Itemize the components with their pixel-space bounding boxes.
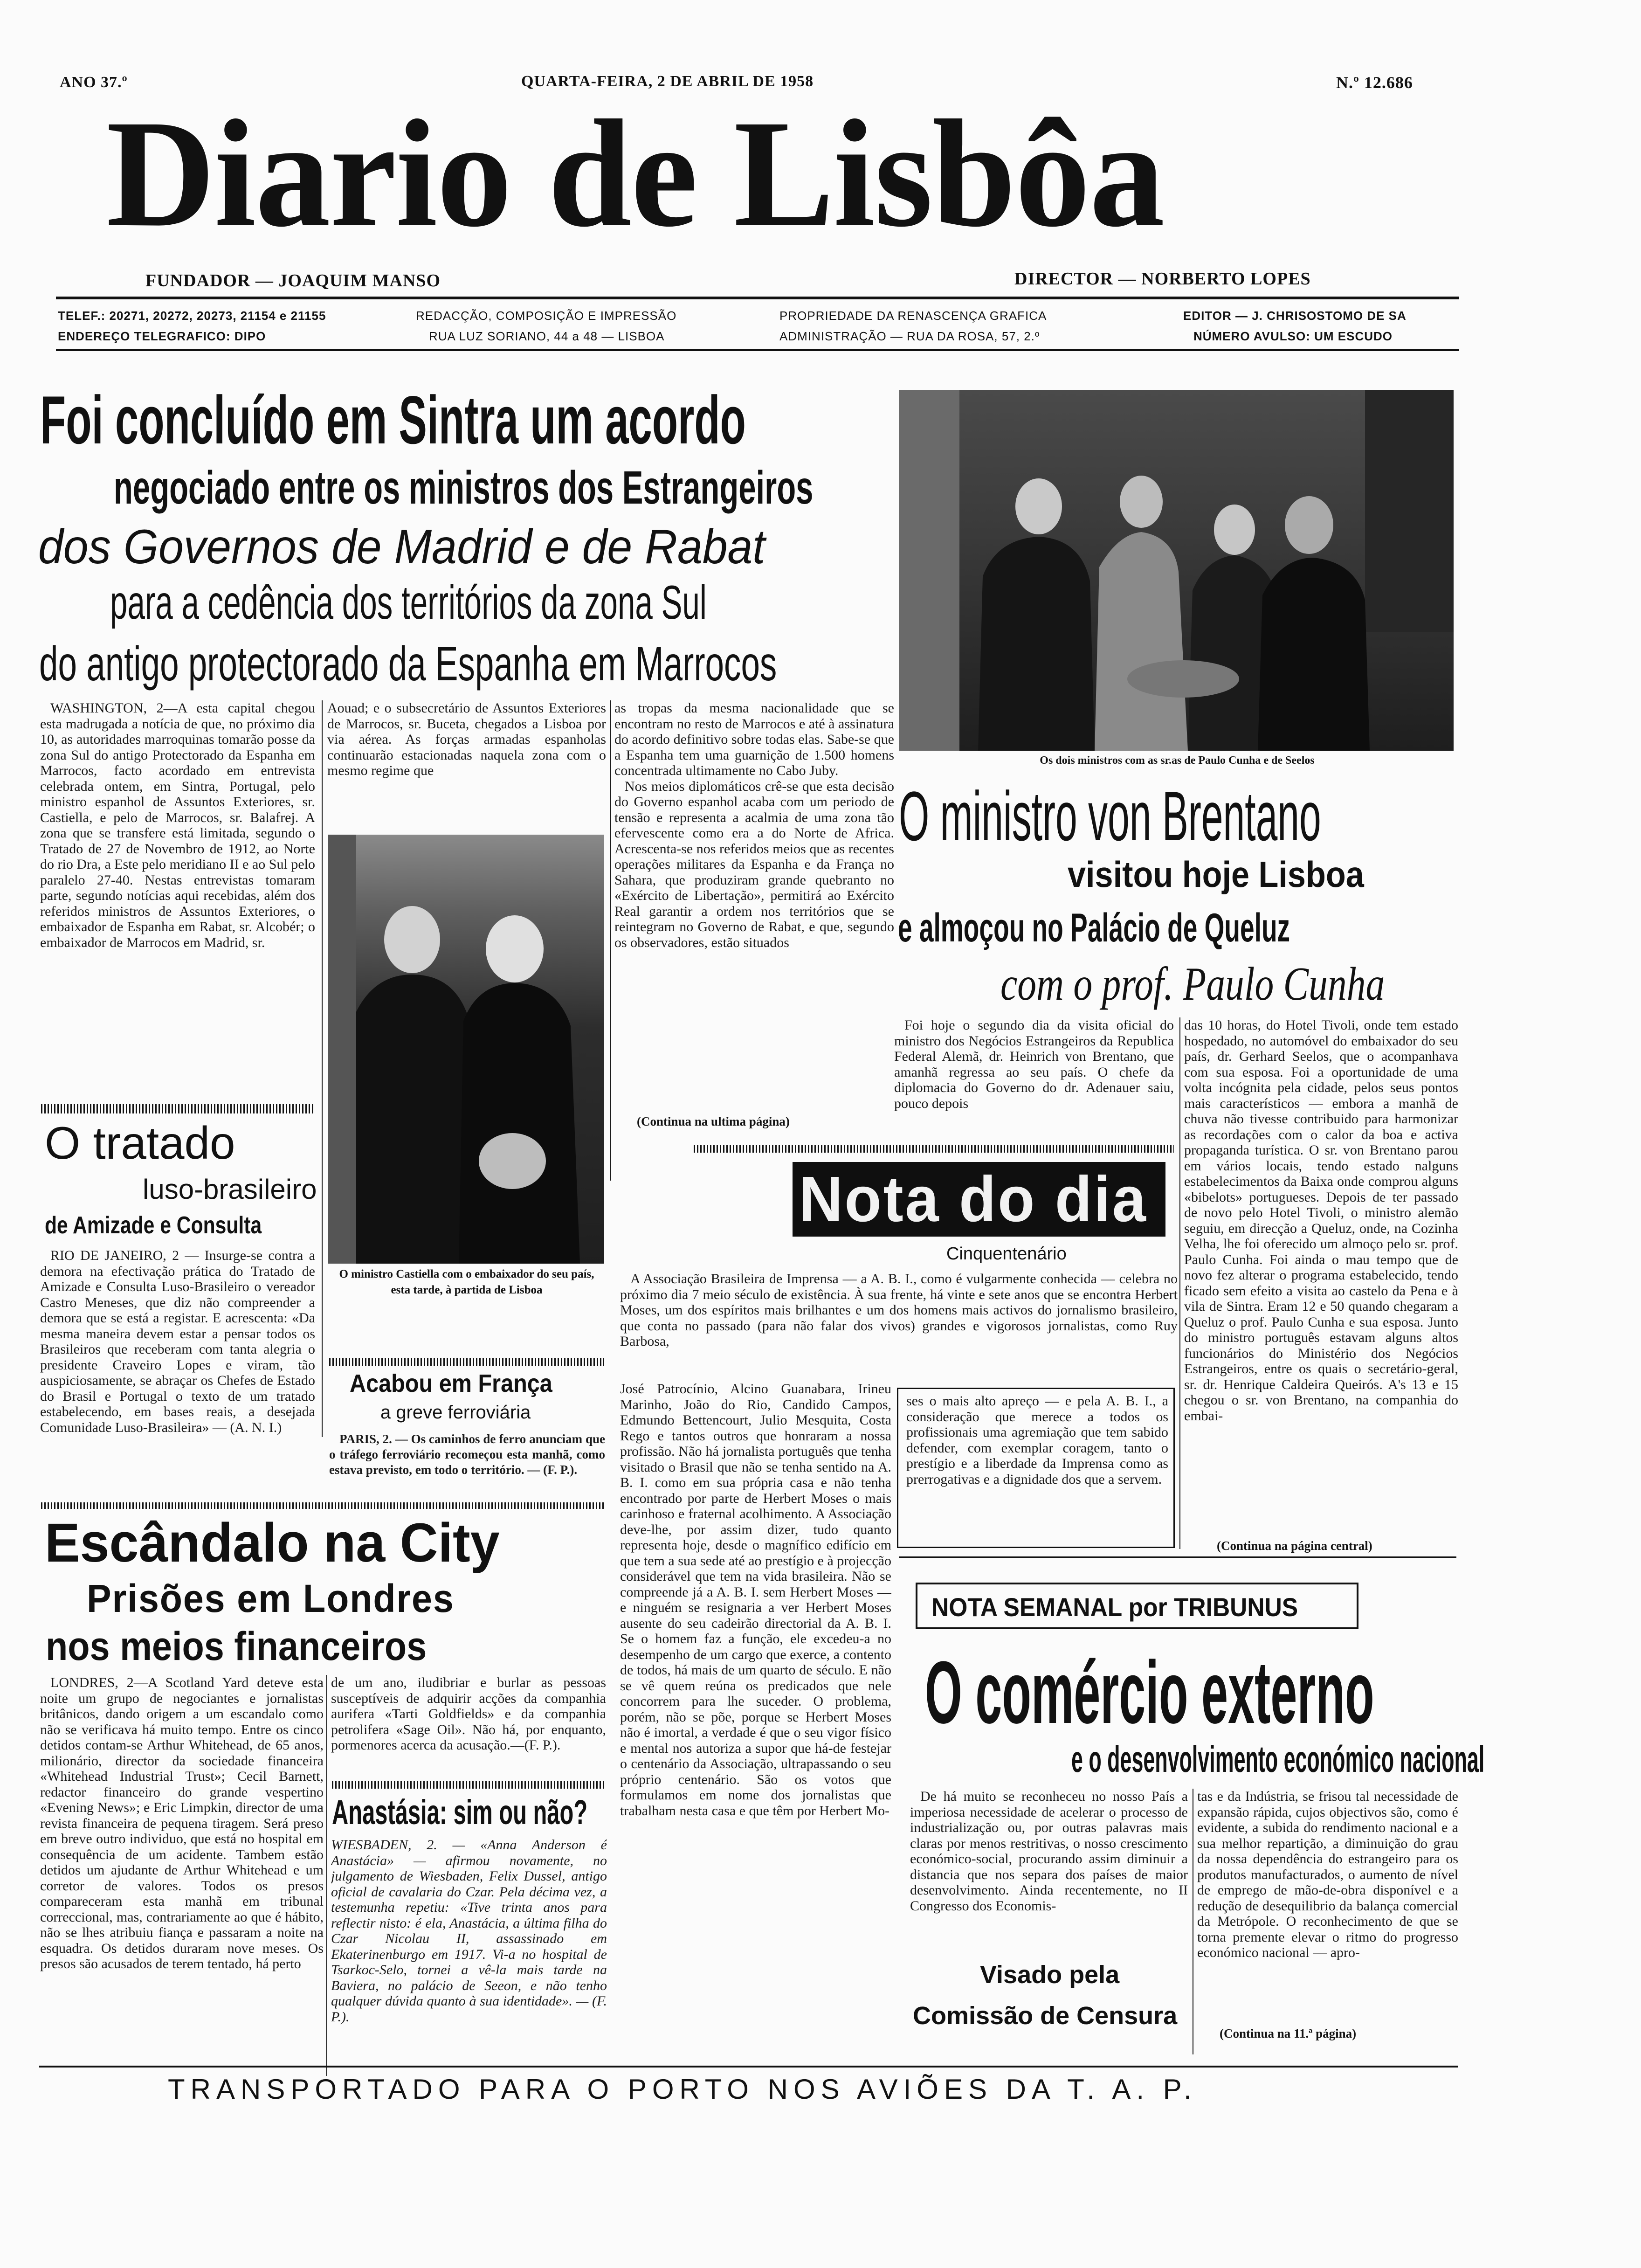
tribunus-text-2: tas e da Indústria, se frisou tal necessidade de expansão rápida, cujos objectivos são, como é evidente, a subida do rendimento nacional e a sua melhor repartição, a diminuição do grau da nossa dependência do estrangeiro para os produtos manufacturados, o aumento de nível de emprego de mão-de-obra disponível e a redução de desequilibrio da balança comercial da Metrópole. O reconhecimento de que se torna premente elevar o ritmo do progresso económico nacional — apro-	[1197, 1789, 1458, 1960]
nota-box-text: ses o mais alto apreço — e pela A. B. I., a consideração que merece a todos os profissionais uma agremiação que tem sabido defender, com exemplar coragem, tanto o prestígio e a liberdade da Imprensa como as prerrogativas e a dignidade dos que a servem.	[906, 1393, 1168, 1487]
brentano-column-2	[1184, 1017, 1458, 1540]
france-headline-2: a greve ferroviária	[380, 1402, 531, 1423]
censor-stamp-line-2: Comissão de Censura	[913, 2002, 1178, 2030]
column-divider	[1179, 1017, 1180, 1549]
masthead-rule-bottom	[56, 349, 1459, 351]
section-rule	[41, 1502, 605, 1509]
section-rule	[332, 1781, 605, 1789]
anastasia-headline: Anastásia: sim ou não?	[332, 1793, 588, 1832]
tribunus-continue: (Continua na 11.ª página)	[1220, 2026, 1357, 2040]
lead-text-3b: Nos meios diplomáticos crê-se que esta decisão do Governo espanhol acaba com um periodo de tensão e representa a acalmia de uma zona tão efervescente como era a do Norte de Africa. Acrescenta-se nos referidos meios que as recentes operações militares da Espanha e da França no Sahara, que produziram grande quebranto no «Exército de Libertação», permitirá ao Exército Real garantir a ordem nos territórios que se reintegram no Governo de Rabat, e que, segundo os observadores, estão situados	[614, 778, 894, 950]
nota-text-1: José Patrocínio, Alcino Guanabara, Irineu Marinho, João do Rio, Candido Campos, Edmundo Bettencourt, Julio Mesquita, Costa Rego e tantos outros que honraram a nossa profissão. Não há jornalista português que tenha visitado o Brasil que não se tenha sentido na A. B. I. como em sua própria casa e não tenha encontrado por parte de Herbert Moses o mais carinhoso e fraternal acolhimento. A Associação deve-lhe, por assim dizer, tudo quanto representa hoje, desde o magnífico edifício em que tem a sua sede até ao prestígio e à projecção considerável que tem na vida brasileira. Não se compreende já a A. B. I. sem Herbert Moses — e ninguém se resignaria a ver Herbert Moses ausente do seu cadeirão directorial da A. B. I. Se o homem faz a função, ele excedeu-a no desempenho de um cargo que exerce, a contento de todos, há mais de um quarto de século. E não se vê quem reúna os predicados que nele concorrem para lhe suceder. O problema, porém, não se põe, porque se Herbert Moses não é imortal, a verdade é que o seu vigor físico e mental nos autoriza a supor que há-de festejar o centenário da Associação, ultrapassando o seu próprio centenário. São os votos que formulamos em nome dos jornalistas que trabalham nesta casa e que têm por Herbert Mo-	[620, 1381, 891, 1819]
tribunus-column-2	[1197, 1789, 1458, 2022]
castiella-photo	[328, 835, 604, 1264]
nota-subtitle: Cinquentenário	[946, 1244, 1067, 1264]
column-divider	[610, 700, 611, 1181]
property-line-2: ADMINISTRAÇÃO — RUA DA ROSA, 57, 2.º	[779, 329, 1040, 343]
column-divider	[326, 1675, 327, 2076]
masthead-rule-top	[56, 297, 1459, 299]
city-headline-3: nos meios financeiros	[46, 1624, 427, 1669]
lead-text-3a: as tropas da mesma nacionalidade que se encontram no resto de Marrocos e até à assinatura do acordo definitivo sobre todas elas. Sabe-se que a Espanha tem uma guarnição de 1.500 homens concentrada ultimamente no Cabo Juby.	[614, 700, 894, 778]
brentano-text-1: Foi hoje o segundo dia da visita oficial do ministro dos Negócios Estrangeiros da Republica Federal Alemã, dr. Heinrich von Brentano, que amanhã regressa ao seu país. O chefe da diplomacia do Governo do dr. Adenauer saiu, pouco depois	[894, 1017, 1174, 1111]
redaction-line-1: REDACÇÃO, COMPOSIÇÃO E IMPRESSÃO	[416, 309, 677, 323]
brentano-headline-1: O ministro von Brentano	[899, 777, 1321, 855]
castiella-photo-caption: O ministro Castiella com o embaixador do seu país, esta tarde, à partida de Lisboa	[339, 1268, 594, 1296]
lead-headline-2: negociado entre os ministros dos Estrangeiros	[114, 462, 814, 514]
lead-headline-1: Foi concluído em Sintra um acordo	[40, 382, 746, 458]
france-text: PARIS, 2. — Os caminhos de ferro anunciam que o tráfego ferroviário recomeçou esta manhã, como estava previsto, em todo o território. — (F. P.).	[329, 1432, 605, 1477]
section-rule	[694, 1145, 1174, 1153]
telegraph-address: ENDEREÇO TELEGRAFICO: DIPO	[58, 329, 266, 343]
lead-column-2	[327, 700, 606, 826]
founder: FUNDADOR — JOAQUIM MANSO	[145, 271, 441, 290]
lead-column-3	[614, 700, 894, 1134]
lead-text-1: WASHINGTON, 2—A esta capital chegou esta madrugada a notícia de que, no próximo dia 10, as autoridades marroquinas tomarão posse da zona Sul do antigo Protectorado da Espanha em Marrocos, facto acordado em entrevista celebrada ontem, em Sintra, Portugal, pelo ministro espanhol de Assuntos Exteriores, sr. Castiella, e pelo de Marrocos, sr. Balafrej. A zona que se transfere está limitada, segundo o Tratado de 27 de Novembro de 1912, ao Norte do rio Dra, a Este pelo meridiano II e ao Sul pelo paralelo 27-40. Nestas entrevistas tomaram parte, segundo notícias aqui recebidas, além dos referidos ministros de Assuntos Exteriores, o embaixador de Espanha em Rabat, sr. Alcobér; o embaixador de Marrocos em Madrid, sr.	[40, 700, 315, 950]
france-headline-1: Acabou em França	[350, 1369, 552, 1397]
section-rule	[41, 1104, 314, 1113]
brentano-headline-3: e almoçou no Palácio de Queluz	[898, 906, 1290, 950]
issue-date: QUARTA-FEIRA, 2 DE ABRIL DE 1958	[521, 73, 814, 90]
treaty-column	[40, 1248, 315, 1495]
lead-continue: (Continua na ultima página)	[637, 1114, 790, 1128]
city-column-1	[40, 1675, 324, 2076]
section-rule	[899, 1556, 1456, 1558]
city-text-1: LONDRES, 2—A Scotland Yard deteve esta noite um grupo de negociantes e jornalistas britânicos, dando origem a um escandalo como não se verificava há muito tempo. Entre os cinco detidos contam-se Arthur Whitehead, de 65 anos, milionário, director da sociedade financeira «Whitehead Industrial Trust»; Cecil Barnett, redactor financeiro do grande vespertino «Evening News»; e Eric Limpkin, director de uma revista financeira de pequena tiragem. Será preso em breve outro individuo, que está no hospital em consequência de um acidente. Tambem estão detidos um ajudante de Arthur Whitehead e um corretor de valores. Todos os presos compareceram esta manhã em tribunal correccional, mas, contrariamente ao que é hábito, não se lhes atribuiu fiança e passaram a noite na esquadra. Os detidos duraram nove meses. Os presos são acusados de terem tentado, há perto	[40, 1675, 324, 1971]
treaty-headline-2: luso-brasileiro	[143, 1174, 317, 1205]
tribunus-text-1: De há muito se reconheceu no nosso País a imperiosa necessidade de acelerar o processo de industrialização ou, por outras palavras mais claras por menos restritivas, o nosso crescimento económico-social, procurando assim diminuir a distancia que nos separa dos países de maior desenvolvimento. Ainda recentemente, no II Congresso dos Economis-	[910, 1789, 1188, 1914]
lead-headline-4: para a cedência dos territórios da zona Sul	[110, 576, 707, 629]
nota-title: Nota do dia	[799, 1163, 1148, 1235]
brentano-photo-caption: Os dois ministros com as sr.as de Paulo Cunha e de Seelos	[1040, 754, 1315, 767]
castiella-photo-figures	[328, 835, 604, 1264]
section-rule	[329, 1358, 604, 1366]
tribunus-label: NOTA SEMANAL por TRIBUNUS	[931, 1592, 1298, 1622]
anastasia-text: WIESBADEN, 2. — «Anna Anderson é Anastácia» — afirmou novamente, no julgamento de Wiesbaden, Felix Dussel, antigo oficial de cavalaria do Czar. Pela décima vez, a testemunha repetiu: «Tive trinta anos para reflectir nisto: é ela, Anastácia, a última filha do Czar Nicolau II, assassinado em Ekaterinenburgo em 1917. Vi-a no hospital de Tsarkoc-Selo, tornei a vê-la mais tarde na Baviera, no palácio de Seeon, e não tenho qualquer dúvida quanto à sua identidade». — (F. P.).	[331, 1837, 607, 2025]
editor: EDITOR — J. CHRISOSTOMO DE SA	[1183, 309, 1407, 323]
city-column-2	[331, 1675, 606, 1777]
lead-headline-3: dos Governos de Madrid e de Rabat	[38, 520, 765, 574]
treaty-headline-1: O tratado	[45, 1117, 235, 1169]
france-column	[329, 1431, 605, 1497]
nota-column-1	[620, 1381, 891, 2062]
price: NÚMERO AVULSO: UM ESCUDO	[1193, 329, 1393, 343]
nota-intro-text: A Associação Brasileira de Imprensa — a A. B. I., como é vulgarmente conhecida — celebra no próximo dia 7 meio século de existência. À sua frente, há vinte e sete anos que se encontra Herbert Moses, um dos espíritos mais brilhantes e um dos homens mais activos do jornalismo brasileiro, que conta no passado (para não falar dos vivos) grandes e vigorosos jornalistas, como Ruy Barbosa,	[620, 1271, 1178, 1349]
brentano-photo-figures	[899, 390, 1454, 751]
issue-year: ANO 37.º	[60, 74, 128, 91]
nota-title-box	[793, 1162, 1165, 1237]
newspaper-title: Diario de Lisbôa	[106, 89, 1164, 259]
column-divider	[322, 700, 323, 1437]
brentano-photo	[899, 390, 1454, 751]
brentano-headline-2: visitou hoje Lisboa	[1068, 854, 1364, 895]
tribunus-headline-2: e o desenvolvimento económico nacional	[1071, 1738, 1485, 1780]
city-text-2: de um ano, iludibriar e burlar as pessoas susceptíveis de adquirir acções da companhia aurifera «Tarti Goldfields» e da companhia petrolifera «Sage Oil». Não há, por enquanto, pormenores acerca da acusação.—(F. P.).	[331, 1675, 606, 1753]
property-line-1: PROPRIEDADE DA RENASCENÇA GRAFICA	[779, 309, 1047, 323]
treaty-headline-3: de Amizade e Consulta	[45, 1212, 262, 1239]
footer-banner: TRANSPORTADO PARA O PORTO NOS AVIÕES DA T. A. P.	[168, 2074, 1197, 2105]
nota-box-column	[906, 1393, 1168, 1544]
phones: TELEF.: 20271, 20272, 20273, 21154 e 21155	[58, 309, 326, 323]
city-headline-2: Prisões em Londres	[87, 1577, 455, 1620]
city-headline-1: Escândalo na City	[45, 1512, 500, 1574]
tribunus-column-1	[910, 1789, 1188, 1955]
tribunus-label-box	[916, 1583, 1358, 1629]
brentano-text-2: das 10 horas, do Hotel Tivoli, onde tem estado hospedado, no automóvel do embaixador do seu país, dr. Gerhard Seelos, que o acompanhava com sua esposa. Foi a oportunidade de uma volta incógnita pela cidade, pelos seus pontos mais característicos — embora a manhã de chuva não tivesse contribuido para harmonizar as recordações com o calor da boa e activa propaganda turística. O sr. von Brentano parou em vários locais, tendo estado nalguns estabelecimentos da Baixa onde comprou alguns «bibelots» portugueses. Depois de ter passado de novo pelo Hotel Tivoli, o ministro alemão seguiu, em direcção a Queluz, onde, na Cozinha Velha, lhe foi oferecido um almoço pelo sr. prof. Paulo Cunha. Foi ainda o mau tempo que de novo fez alterar o programa estabelecido, tendo ficado sem efeito a visita ao castelo da Pena e à vila de Sintra. Eram 12 e 50 quando chegaram a Queluz o prof. Paulo Cunha e sua esposa. Junto do ministro português estavam alguns altos funcionários do Ministério dos Negócios Estrangeiros, entre os quais o secretário-geral, sr. dr. Henrique Caldeira Queirós. A's 13 e 15 chegou o sr. von Brentano, na companhia do embai-	[1184, 1017, 1458, 1424]
treaty-text: RIO DE JANEIRO, 2 — Insurge-se contra a demora na efectivação prática do Tratado de Amizade e Consulta Luso-Brasileiro o vereador Castro Meneses, que diz não compreender a demora que se está a registar. E acrescenta: «Da mesma maneira devem estar a pensar todos os Brasileiros que receberam com tanta alegria o presidente Craveiro Lopes e viram, tão auspiciosamente, se abraçar os Chefes de Estado do Brasil e Portugal o texto de um tratado estabelecendo, em bases reais, a desejada Comunidade Luso-Brasileira» — (A. N. I.)	[40, 1248, 315, 1435]
lead-column-1	[40, 700, 315, 1101]
lead-text-2: Aouad; e o subsecretário de Assuntos Exteriores de Marrocos, sr. Buceta, chegados a Lisboa por via aérea. As forças armadas espanholas continuarão estacionadas naquela zona com o mesmo regime que	[327, 700, 606, 778]
nota-intro	[620, 1271, 1178, 1381]
brentano-headline-4: com o prof. Paulo Cunha	[1000, 958, 1385, 1010]
anastasia-column	[331, 1837, 607, 2075]
brentano-continue: (Continua na página central)	[1217, 1539, 1372, 1553]
tribunus-headline-1: O comércio externo	[925, 1643, 1374, 1742]
redaction-line-2: RUA LUZ SORIANO, 44 a 48 — LISBOA	[429, 329, 665, 343]
director: DIRECTOR — NORBERTO LOPES	[1014, 269, 1311, 289]
lead-headline-5: do antigo protectorado da Espanha em Marrocos	[39, 637, 777, 691]
issue-number: N.º 12.686	[1336, 73, 1413, 92]
brentano-column-1	[894, 1017, 1174, 1129]
censor-stamp-line-1: Visado pela	[980, 1961, 1120, 1989]
footer-rule	[39, 2066, 1458, 2067]
